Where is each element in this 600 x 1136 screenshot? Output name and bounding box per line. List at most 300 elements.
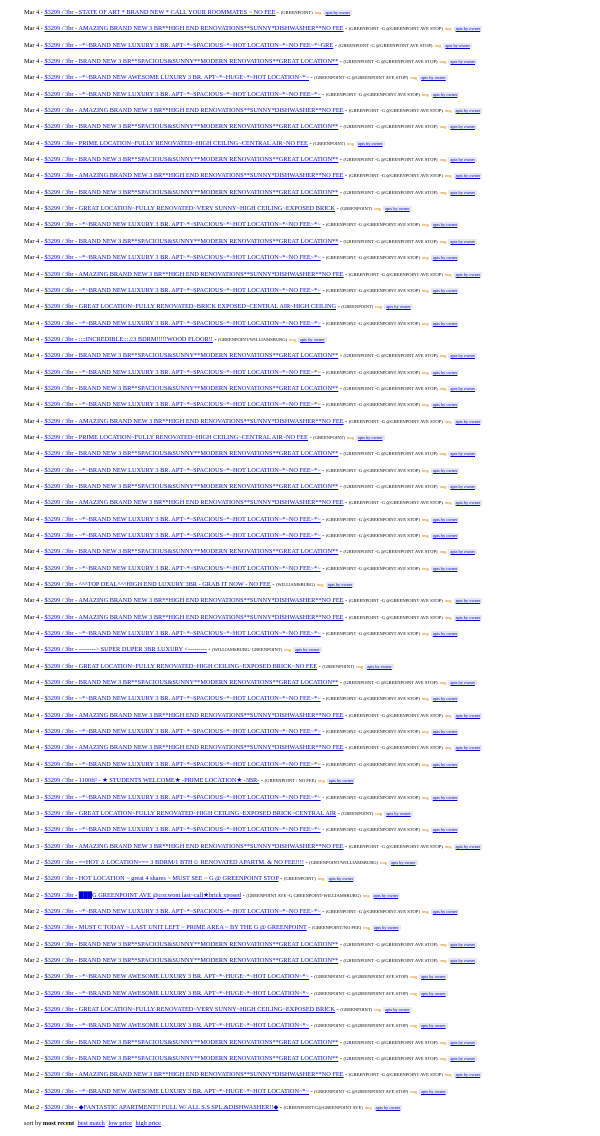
listing-img-indicator: img: [421, 255, 429, 261]
listing-category-tag[interactable]: apts by owner: [327, 582, 353, 588]
listing-neighborhood: (GREENPOINT -G @GREENPOINT AVE STOP): [343, 957, 438, 963]
listing-img-indicator: img: [439, 451, 447, 457]
listing-title-link[interactable]: $3299 / 3br - BRAND NEW 3 BR**SPACIOUS&SUNNY**MODERN RENOVATIONS**GREAT LOCATION**: [44, 1038, 339, 1046]
listing-separator: -: [343, 499, 349, 507]
listing-separator: -: [39, 466, 45, 474]
listing-category-tag[interactable]: apts by owner: [432, 369, 458, 375]
listing-row: [24, 675, 594, 691]
listing-category-tag[interactable]: apts by owner: [385, 206, 410, 212]
listing-separator: -: [39, 940, 45, 948]
listing-img-indicator: img: [439, 957, 447, 963]
listing-title-link[interactable]: $3299 / 3br - GREAT LOCATION~FULLY RENOVATED~VERY SUNNY~HIGH CEILING~EXPOSED BRICK: [44, 205, 336, 213]
listing-category-tag[interactable]: apts by owner: [450, 549, 476, 555]
listing-separator: -: [39, 1087, 45, 1095]
listing-neighborhood: (GREENPOINT): [280, 10, 313, 15]
listing-neighborhood: (GREENPOINT/WILLIAMSBURG): [309, 859, 379, 865]
listing-title-link[interactable]: $3299 / 3br - ~*~BRAND NEW LUXURY 3 BR. APT~*~SPACIOUS~*~HOT LOCATION~*~NO FEE~*~: [44, 793, 321, 801]
listing-title-link[interactable]: $3299 / 3br - ::::INCREDIBLE:::♫3 BDRM!!!!!WOOD FLOOR!!: [44, 335, 213, 343]
listing-row: [24, 740, 594, 756]
listing-category-tag[interactable]: apts by owner: [432, 255, 458, 261]
listing-separator: -: [39, 368, 45, 376]
listing-title-link[interactable]: $3299 / 3br - BRAND NEW 3 BR**SPACIOUS&SUNNY**MODERN RENOVATIONS**GREAT LOCATION**: [44, 450, 339, 458]
listing-separator: -: [39, 695, 45, 703]
listing-row: [24, 267, 594, 283]
listing-title-link[interactable]: $3299 / 3br - MUST C TODAY ~ LAST UNIT LEFT ~ PRIME AREA ~ BY THE G @ GREENPOINT: [44, 924, 307, 932]
listing-img-indicator: img: [439, 385, 447, 391]
listing-date: Mar 4: [24, 303, 40, 311]
listing-neighborhood: (GREENPOINT -G @GREENPOINT AVE STOP): [348, 843, 443, 849]
listing-title-link[interactable]: $3299 / 3br - ~*~BRAND NEW LUXURY 3 BR. APT~*~SPACIOUS~*~HOT LOCATION~*~NO FEE~*~: [44, 630, 321, 638]
listing-title-link[interactable]: $3299 / 3br - ~*~BRAND NEW AWESOME LUXURY 3 BR. APT~*~HUGE~*~HOT LOCATION~*~: [44, 989, 309, 997]
listing-title-link[interactable]: $3299 / 3br - ~*~BRAND NEW LUXURY 3 BR. APT~*~SPACIOUS~*~HOT LOCATION~*~NO FEE~*~: [44, 532, 321, 539]
listing-separator: -: [39, 254, 45, 262]
listing-title-link[interactable]: $3299 / 3br - STATE OF ART * BRAND NEW * CALL YOUR ROOMMATES ~ NO FEE: [44, 9, 276, 16]
listing-category-tag[interactable]: apts by owner: [432, 631, 458, 637]
listing-neighborhood: (GREENPOINT -G @GREENPOINT AVE STOP): [348, 614, 443, 620]
listing-category-tag[interactable]: apts by owner: [432, 287, 458, 293]
listing-neighborhood: (GREENPOINT -G @GREENPOINT AVE STOP): [348, 418, 443, 424]
listing-date: Mar 2: [24, 1104, 40, 1112]
listing-title-link[interactable]: $3299 / 3br - ~*~BRAND NEW LUXURY 3 BR. APT~*~SPACIOUS~*~HOT LOCATION~*~NO FEE~*~: [44, 826, 321, 834]
listing-separator: -: [320, 254, 326, 262]
listing-date: Mar 3: [24, 842, 40, 850]
listing-title-link[interactable]: $3299 / 3br - HOT LOCATION ~ great 4 shares ~ MUST SEE ~ G @ GREENPOINT STOP: [44, 875, 279, 883]
listing-category-tag[interactable]: apts by owner: [455, 745, 481, 751]
listing-separator: -: [39, 613, 45, 621]
listing-separator: -: [212, 335, 219, 343]
listing-title-link[interactable]: $3299 / 3br - ~*~BRAND NEW LUXURY 3 BR. APT~*~SPACIOUS~*~HOT LOCATION~*~NO FEE~*~: [44, 254, 321, 262]
listing-neighborhood: (GREENPOINT -G @GREENPOINT AVE STOP): [325, 794, 420, 800]
listing-title-link[interactable]: $3299 / 3br - ~*~BRAND NEW AWESOME LUXURY 3 BR. APT~*~HUGE~*~HOT LOCATION~*~: [44, 1087, 309, 1095]
listing-date: Mar 4: [24, 254, 40, 262]
listing-title-link[interactable]: $3299 / 3br - ~*~BRAND NEW LUXURY 3 BR. APT~*~SPACIOUS~*~HOT LOCATION~*~NO FEE~*~GRE: [44, 41, 334, 49]
listing-title-link[interactable]: $3299 / 3br - ~*~BRAND NEW LUXURY 3 BR. APT~*~SPACIOUS~*~HOT LOCATION~*~NO FEE~*~: [44, 286, 321, 294]
listing-separator: -: [335, 1005, 341, 1013]
listing-row: [24, 201, 594, 217]
listing-date: Mar 2: [24, 1087, 40, 1095]
listing-title-link[interactable]: $3299 / 3br - BRAND NEW 3 BR**SPACIOUS&SUNNY**MODERN RENOVATIONS**GREAT LOCATION**: [44, 956, 339, 964]
listing-row: [24, 593, 594, 609]
listing-row: [24, 168, 594, 184]
listing-separator: -: [39, 417, 45, 425]
listing-category-tag[interactable]: apts by owner: [373, 925, 399, 931]
listing-neighborhood: (GREENPOINT/WILLIAMSBURG): [218, 336, 288, 342]
listing-neighborhood: (GREENPOINT -G @GREENPOINT AVE STOP): [325, 320, 420, 326]
listing-category-tag[interactable]: apts by owner: [432, 794, 458, 800]
listing-separator: -: [308, 74, 315, 82]
listing-date: Mar 4: [24, 482, 40, 490]
listing-category-tag[interactable]: apts by owner: [325, 10, 351, 15]
listing-title-link[interactable]: $3299 / 3br - ~*~BRAND NEW LUXURY 3 BR. APT~*~SPACIOUS~*~HOT LOCATION~*~NO FEE~*~: [44, 466, 321, 474]
listing-img-indicator: img: [289, 336, 296, 342]
listing-neighborhood: (GREENPOINT -G @GREENPOINT AVE STOP): [314, 974, 409, 980]
listing-title-link[interactable]: $3299 / 3br - ~*~BRAND NEW LUXURY 3 BR. APT~*~SPACIOUS~*~HOT LOCATION~*~NO FEE~*~: [44, 515, 321, 523]
listing-date: Mar 4: [24, 548, 40, 556]
listing-category-tag[interactable]: apts by owner: [328, 778, 354, 784]
listing-title-link[interactable]: $3299 / 3br - BRAND NEW 3 BR**SPACIOUS&SUNNY**MODERN RENOVATIONS**GREAT LOCATION**: [44, 188, 339, 196]
listing-neighborhood: (GREENPOINT -G @GREENPOINT AVE STOP): [325, 729, 420, 735]
listing-title-link[interactable]: $3299 / 3br - BRAND NEW 3 BR**SPACIOUS&SUNNY**MODERN RENOVATIONS**GREAT LOCATION**: [44, 58, 339, 66]
listing-category-tag[interactable]: apts by owner: [432, 761, 458, 767]
listing-title-link[interactable]: $3299 / 3br - BRAND NEW 3 BR**SPACIOUS&SUNNY**MODERN RENOVATIONS**GREAT LOCATION**: [44, 940, 339, 948]
listing-separator: -: [39, 532, 45, 539]
listing-title-link[interactable]: $3299 / 3br - BRAND NEW 3 BR**SPACIOUS&SUNNY**MODERN RENOVATIONS**GREAT LOCATION**: [44, 237, 339, 245]
listing-row: [24, 250, 594, 266]
listing-title-link[interactable]: $3299 / 3br - AMAZING BRAND NEW 3 BR**HIGH END RENOVATIONS**SUNNY*DISHWASHER**NO FEE: [44, 597, 344, 605]
listing-category-tag[interactable]: apts by owner: [450, 957, 476, 963]
listing-img-indicator: img: [439, 483, 447, 489]
listing-title-link[interactable]: $3299 / 3br - BRAND NEW 3 BR**SPACIOUS&SUNNY**MODERN RENOVATIONS**GREAT LOCATION**: [44, 548, 339, 556]
listing-title-link[interactable]: $3299 / 3br - GREAT LOCATION~FULLY RENOVATED~BRICK EXPOSED~CENTRAL AIR~HIGH CEILING: [44, 303, 337, 311]
listing-category-tag[interactable]: apts by owner: [386, 810, 411, 816]
listing-category-tag[interactable]: apts by owner: [450, 483, 476, 489]
listing-neighborhood: (GREENPOINT): [341, 810, 374, 816]
listing-category-tag[interactable]: apts by owner: [455, 712, 481, 718]
listing-title-link[interactable]: $3299 / 3br - BRAND NEW 3 BR**SPACIOUS&SUNNY**MODERN RENOVATIONS**GREAT LOCATION**: [44, 123, 339, 131]
listing-date: Mar 4: [24, 466, 40, 474]
sort-best-match-link[interactable]: best match: [77, 1120, 105, 1127]
listing-category-tag[interactable]: apts by owner: [445, 42, 470, 48]
listing-category-tag[interactable]: apts by owner: [432, 222, 458, 228]
listing-separator: -: [39, 630, 45, 638]
listing-title-link[interactable]: $3299 / 3br - ███G GREENPOINT AVE @cor.wont last~call★brick xposed: [44, 891, 242, 899]
listing-separator: -: [343, 597, 349, 605]
listing-category-tag[interactable]: apts by owner: [294, 647, 320, 653]
listing-category-tag[interactable]: apts by owner: [450, 1056, 476, 1061]
listing-title-link[interactable]: $3299 / 3br - 1100ft² - ★ STUDENTS WELCOME★ -PRIME LOCATION★ -3BR-: [44, 777, 260, 785]
listing-category-tag[interactable]: apts by owner: [450, 680, 476, 686]
listing-category-tag[interactable]: apts by owner: [455, 1072, 481, 1078]
listing-category-tag[interactable]: apts by owner: [450, 157, 476, 163]
listing-category-tag[interactable]: apts by owner: [390, 859, 416, 865]
listing-separator: -: [39, 548, 45, 556]
listing-separator: -: [338, 1038, 344, 1046]
listing-title-link[interactable]: $3299 / 3br - ~*~BRAND NEW LUXURY 3 BR. APT~*~SPACIOUS~*~HOT LOCATION~*~NO FEE~*~: [44, 221, 321, 229]
listing-category-tag[interactable]: apts by owner: [450, 385, 476, 391]
listing-title-link[interactable]: $3299 / 3br - AMAZING BRAND NEW 3 BR**HIGH END RENOVATIONS**SUNNY*DISHWASHER**NO FEE: [44, 499, 344, 507]
listing-img-indicator: img: [317, 876, 325, 882]
listing-separator: -: [39, 679, 45, 687]
listing-title-link[interactable]: $3299 / 3br - ==HOT ♫ LOCATION=== 3 BDRM/1 BTH☺ RENOVATED APARTM. & NO FEE!!!!: [44, 858, 304, 866]
listing-category-tag[interactable]: apts by owner: [455, 614, 481, 620]
listing-category-tag[interactable]: apts by owner: [421, 974, 446, 980]
listing-separator: -: [320, 630, 326, 638]
listing-title-link[interactable]: $3299 / 3br - ◆FANTASTIC APARTMENT!! FULL W/ ALL S.S SPL.&DISHWASHER!!◆: [44, 1104, 279, 1112]
listing-img-indicator: img: [434, 42, 442, 48]
listing-category-tag[interactable]: apts by owner: [421, 1023, 446, 1029]
listing-separator: -: [39, 188, 45, 196]
listing-neighborhood: (GREENPOINT -G @GREENPOINT AVE STOP): [348, 712, 443, 718]
listing-date: Mar 4: [24, 90, 40, 98]
listing-date: Mar 4: [24, 679, 40, 687]
listing-title-link[interactable]: $3299 / 3br - ~*~BRAND NEW LUXURY 3 BR. APT~*~SPACIOUS~*~HOT LOCATION~*~NO FEE~*~: [44, 728, 321, 736]
listing-separator: -: [259, 777, 265, 785]
listing-date: Mar 4: [24, 74, 40, 82]
listing-title-link[interactable]: $3299 / 3br - AMAZING BRAND NEW 3 BR**HIGH END RENOVATIONS**SUNNY*DISHWASHER**NO FEE: [44, 711, 344, 719]
listing-separator: -: [320, 90, 326, 98]
listing-title-link[interactable]: $3299 / 3br - ~*~BRAND NEW LUXURY 3 BR. APT~*~SPACIOUS~*~HOT LOCATION~*~NO FEE~*~: [44, 695, 321, 703]
listing-separator: -: [39, 1005, 45, 1013]
listing-separator: -: [320, 466, 326, 474]
listing-separator: -: [39, 777, 45, 785]
listing-separator: -: [320, 286, 326, 294]
listing-date: Mar 4: [24, 662, 40, 670]
listing-title-link[interactable]: $3299 / 3br - GREAT LOCATION~FULLY RENOVATED~HIGH CEILING~EXPOSED BRICK~CENTRAL AIR: [44, 809, 337, 817]
listing-title-link[interactable]: $3299 / 3br - ~*~BRAND NEW AWESOME LUXURY 3 BR. APT~*~HUGE~*~HOT LOCATION~*~: [44, 973, 309, 981]
listing-title-link[interactable]: $3299 / 3br - PRIME LOCATION~FULLY RENOVATED~HIGH CEILING~CENTRAL AIR~NO FEE: [44, 433, 308, 441]
listing-separator: -: [308, 1087, 315, 1095]
listing-separator: -: [39, 25, 45, 33]
listing-category-tag[interactable]: apts by owner: [455, 26, 481, 32]
listing-separator: -: [39, 401, 45, 409]
listing-category-tag[interactable]: apts by owner: [455, 271, 481, 277]
listing-row: [24, 365, 594, 381]
listing-img-indicator: img: [444, 500, 452, 506]
listing-date: Mar 4: [24, 58, 40, 66]
listing-category-tag[interactable]: apts by owner: [455, 598, 481, 604]
listing-neighborhood: (GREENPOINT/NO FEE): [311, 925, 362, 931]
listing-neighborhood: (GREENPOINT -G @GREENPOINT AVE STOP): [314, 990, 409, 996]
listing-title-link[interactable]: $3299 / 3br - ~*~BRAND NEW LUXURY 3 BR. APT~*~SPACIOUS~*~HOT LOCATION~*~NO FEE~*~: [44, 90, 321, 98]
listing-separator: -: [320, 532, 326, 539]
listing-separator: -: [39, 499, 45, 507]
listing-separator: -: [39, 858, 45, 866]
listing-category-tag[interactable]: apts by owner: [450, 189, 476, 195]
listing-date: Mar 4: [24, 286, 40, 294]
listing-title-link[interactable]: $3299 / 3br - BRAND NEW 3 BR**SPACIOUS&SUNNY**MODERN RENOVATIONS**GREAT LOCATION**: [44, 482, 339, 490]
listing-date: Mar 4: [24, 450, 40, 458]
listing-category-tag[interactable]: apts by owner: [450, 353, 476, 359]
listing-title-link[interactable]: $3299 / 3br - ~*~BRAND NEW LUXURY 3 BR. APT~*~SPACIOUS~*~HOT LOCATION~*~NO FEE~*~: [44, 760, 321, 768]
listing-img-indicator: img: [364, 1105, 372, 1111]
listing-title-link[interactable]: $3299 / 3br - GREAT LOCATION~FULLY RENOVATED~VERY SUNNY~HIGH CEILING~EXPOSED BRICK: [44, 1005, 336, 1013]
listing-row: [24, 21, 594, 37]
listing-separator: -: [39, 891, 45, 899]
listing-category-tag[interactable]: apts by owner: [328, 876, 354, 882]
listing-separator: -: [320, 319, 326, 327]
listing-category-tag[interactable]: apts by owner: [455, 108, 481, 114]
listing-neighborhood: (GREENPOINT -G @GREENPOINT AVE STOP): [348, 745, 443, 751]
listing-separator: -: [343, 744, 349, 752]
listing-img-indicator: img: [421, 287, 429, 293]
listing-category-tag[interactable]: apts by owner: [385, 1006, 410, 1012]
listing-neighborhood: (GREENPOINT -G @GREENPOINT AVE STOP): [325, 908, 420, 914]
listing-title-link[interactable]: $3299 / 3br - AMAZING BRAND NEW 3 BR**HIGH END RENOVATIONS**SUNNY*DISHWASHER**NO FEE: [44, 1071, 344, 1079]
listing-date: Mar 4: [24, 744, 40, 752]
listing-separator: -: [317, 662, 323, 670]
listing-separator: -: [307, 139, 314, 147]
listing-category-tag[interactable]: apts by owner: [450, 124, 476, 130]
listing-neighborhood: (GREENPOINT -G @GREENPOINT AVE STOP): [325, 516, 420, 522]
listing-row: [24, 969, 594, 985]
listing-title-link[interactable]: $3299 / 3br - BRAND NEW 3 BR**SPACIOUS&SUNNY**MODERN RENOVATIONS**GREAT LOCATION**: [44, 352, 339, 360]
listing-title-link[interactable]: $3299 / 3br - --------> SUPER DUPER 3BR LUXURY <---------: [44, 646, 207, 654]
listing-separator: -: [39, 74, 45, 82]
listing-title-link[interactable]: $3299 / 3br - ~*~BRAND NEW AWESOME LUXURY 3 BR. APT~*~HUGE~*~HOT LOCATION~*~: [44, 1022, 309, 1030]
sort-low-price-link[interactable]: low price: [108, 1120, 132, 1127]
listing-img-indicator: img: [410, 990, 418, 996]
listing-category-tag[interactable]: apts by owner: [450, 451, 476, 457]
listing-img-indicator: img: [421, 761, 429, 767]
listing-separator: -: [39, 303, 45, 311]
listing-title-link[interactable]: $3299 / 3br - AMAZING BRAND NEW 3 BR**HIGH END RENOVATIONS**SUNNY*DISHWASHER**NO FEE: [44, 613, 344, 621]
listing-separator: -: [333, 41, 339, 49]
listing-row: [24, 561, 594, 577]
listing-date: Mar 4: [24, 139, 40, 147]
sort-high-price-link[interactable]: high price: [135, 1120, 161, 1127]
listing-category-tag[interactable]: apts by owner: [432, 696, 458, 702]
listing-category-tag[interactable]: apts by owner: [450, 941, 476, 947]
listing-category-tag[interactable]: apts by owner: [432, 729, 458, 735]
listing-title-link[interactable]: $3299 / 3br - PRIME LOCATION~FULLY RENOVATED~HIGH CEILING~CENTRAL AIR~NO FEE: [44, 139, 308, 147]
listing-row: [24, 871, 594, 887]
listing-separator: -: [320, 221, 326, 229]
listing-category-tag[interactable]: apts by owner: [432, 533, 458, 538]
listing-separator: -: [338, 384, 344, 392]
listing-title-link[interactable]: $3299 / 3br - ~*~BRAND NEW LUXURY 3 BR. APT~*~SPACIOUS~*~HOT LOCATION~*~NO FEE~*~: [44, 368, 321, 376]
listing-separator: -: [39, 1038, 45, 1046]
listing-title-link[interactable]: $3299 / 3br - BRAND NEW 3 BR**SPACIOUS&SUNNY**MODERN RENOVATIONS**GREAT LOCATION**: [44, 1055, 339, 1062]
listing-img-indicator: img: [421, 320, 429, 326]
listing-separator: -: [39, 564, 45, 572]
listing-title-link[interactable]: $3299 / 3br - AMAZING BRAND NEW 3 BR**HIGH END RENOVATIONS**SUNNY*DISHWASHER**NO FEE: [44, 25, 344, 33]
listing-date: Mar 2: [24, 1022, 40, 1030]
listing-separator: -: [278, 875, 284, 883]
listing-title-link[interactable]: $3299 / 3br - ~*~BRAND NEW AWESOME LUXURY 3 BR. APT~*~HUGE~*~HOT LOCATION~*~: [44, 74, 309, 82]
listing-img-indicator: img: [375, 810, 383, 816]
listing-category-tag[interactable]: apts by owner: [357, 140, 383, 146]
listing-title-link[interactable]: $3299 / 3br - ~*~BRAND NEW LUXURY 3 BR. APT~*~SPACIOUS~*~HOT LOCATION~*~NO FEE~*~: [44, 564, 321, 572]
listing-title-link[interactable]: $3299 / 3br - AMAZING BRAND NEW 3 BR**HIGH END RENOVATIONS**SUNNY*DISHWASHER**NO FEE: [44, 107, 344, 115]
listing-title-link[interactable]: $3299 / 3br - AMAZING BRAND NEW 3 BR**HIGH END RENOVATIONS**SUNNY*DISHWASHER**NO FEE: [44, 842, 344, 850]
listing-separator: -: [343, 613, 349, 621]
listing-date: Mar 2: [24, 1038, 40, 1046]
listing-separator: -: [39, 711, 45, 719]
listing-img-indicator: img: [421, 402, 429, 408]
listing-category-tag[interactable]: apts by owner: [432, 827, 458, 833]
listing-category-tag[interactable]: apts by owner: [450, 59, 476, 65]
listing-category-tag[interactable]: apts by owner: [386, 304, 411, 310]
listing-neighborhood: (GREENPOINT -G @GREENPOINT AVE STOP): [348, 26, 443, 32]
listing-neighborhood: (GREENPOINT): [340, 206, 373, 212]
sort-most-recent-active: most recent: [42, 1120, 75, 1127]
listing-category-tag[interactable]: apts by owner: [432, 91, 458, 97]
listing-date: Mar 2: [24, 1071, 40, 1079]
listing-category-tag[interactable]: apts by owner: [432, 402, 458, 408]
listing-category-tag[interactable]: apts by owner: [421, 1088, 446, 1094]
listing-title-link[interactable]: $3299 / 3br - AMAZING BRAND NEW 3 BR**HIGH END RENOVATIONS**SUNNY*DISHWASHER**NO FEE: [44, 172, 344, 180]
listing-separator: -: [39, 156, 45, 164]
listing-category-tag[interactable]: apts by owner: [455, 843, 481, 849]
listing-category-tag[interactable]: apts by owner: [432, 467, 458, 473]
listing-row: [24, 528, 594, 544]
listing-title-link[interactable]: $3299 / 3br - BRAND NEW 3 BR**SPACIOUS&SUNNY**MODERN RENOVATIONS**GREAT LOCATION**: [44, 156, 339, 164]
listing-title-link[interactable]: $3299 / 3br - ~*~BRAND NEW LUXURY 3 BR. APT~*~SPACIOUS~*~HOT LOCATION~*~NO FEE~*~: [44, 907, 321, 915]
listing-title-link[interactable]: $3299 / 3br - AMAZING BRAND NEW 3 BR**HIGH END RENOVATIONS**SUNNY*DISHWASHER**NO FEE: [44, 270, 344, 278]
listing-separator: -: [39, 41, 45, 49]
listing-date: Mar 3: [24, 793, 40, 801]
listing-separator: -: [39, 989, 45, 997]
listing-date: Mar 4: [24, 156, 40, 164]
listing-row: [24, 855, 594, 871]
listing-neighborhood: (GREENPOINT -G @GREENPOINT AVE STOP): [325, 533, 420, 538]
listing-img-indicator: img: [421, 565, 429, 571]
listing-neighborhood: (GREENPOINT -G @GREENPOINT AVE STOP): [343, 157, 438, 163]
listing-date: Mar 3: [24, 809, 40, 817]
listing-date: Mar 4: [24, 25, 40, 33]
listing-category-tag[interactable]: apts by owner: [375, 1105, 401, 1111]
listing-neighborhood: (GREENPOINT): [341, 304, 374, 310]
listing-img-indicator: img: [421, 827, 429, 833]
listing-category-tag[interactable]: apts by owner: [421, 990, 446, 996]
listing-separator: -: [338, 482, 344, 490]
listing-date: Mar 4: [24, 646, 40, 654]
listing-title-link[interactable]: $3299 / 3br - ~*~BRAND NEW LUXURY 3 BR. APT~*~SPACIOUS~*~HOT LOCATION~*~NO FEE~*~: [44, 401, 321, 409]
listing-neighborhood: (GREENPOINT -G @GREENPOINT AVE STOP): [343, 385, 438, 391]
listing-separator: -: [338, 956, 344, 964]
listing-neighborhood: (GREENPOINT): [340, 1006, 373, 1012]
listing-img-indicator: img: [314, 10, 322, 15]
listing-category-tag[interactable]: apts by owner: [432, 908, 458, 914]
listing-row: [24, 839, 594, 855]
listing-title-link[interactable]: $3299 / 3br - BRAND NEW 3 BR**SPACIOUS&SUNNY**MODERN RENOVATIONS**GREAT LOCATION**: [44, 679, 339, 687]
listing-category-tag[interactable]: apts by owner: [455, 173, 481, 179]
listing-separator: -: [308, 1022, 315, 1030]
listing-category-tag[interactable]: apts by owner: [432, 565, 458, 571]
listing-category-tag[interactable]: apts by owner: [367, 663, 392, 669]
listing-img-indicator: img: [363, 925, 370, 931]
listing-title-link[interactable]: $3299 / 3br - ^^^TOP DEAL^^^HIGH END LUXURY 3BR - GRAB IT NOW - NO FEE: [44, 581, 271, 589]
listing-date: Mar 4: [24, 581, 40, 589]
listing-category-tag[interactable]: apts by owner: [455, 500, 481, 506]
listing-title-link[interactable]: $3299 / 3br - AMAZING BRAND NEW 3 BR**HIGH END RENOVATIONS**SUNNY*DISHWASHER**NO FEE: [44, 744, 344, 752]
listing-date: Mar 4: [24, 123, 40, 131]
listing-title-link[interactable]: $3299 / 3br - ~*~BRAND NEW LUXURY 3 BR. APT~*~SPACIOUS~*~HOT LOCATION~*~NO FEE~*~: [44, 319, 321, 327]
listing-neighborhood: (GREENPOINT -G @GREENPOINT AVE STOP): [325, 827, 420, 833]
listing-neighborhood: (GREENPOINT -G @GREENPOINT AVE STOP): [325, 565, 420, 571]
listing-date: Mar 4: [24, 172, 40, 180]
listing-category-tag[interactable]: apts by owner: [357, 434, 383, 440]
listing-separator: -: [39, 842, 45, 850]
listing-category-tag[interactable]: apts by owner: [450, 238, 476, 244]
listing-neighborhood: (GREENPOINT -G @GREENPOINT AVE STOP): [314, 1088, 409, 1094]
listing-separator: -: [338, 352, 344, 360]
sort-bar: [24, 1119, 161, 1129]
listing-neighborhood: (GREENPOINT -G @GREENPOINT AVE STOP): [325, 255, 420, 261]
listing-img-indicator: img: [439, 549, 447, 555]
listing-separator: -: [39, 728, 45, 736]
listing-separator: -: [270, 581, 276, 589]
listing-img-indicator: img: [439, 189, 447, 195]
listing-category-tag[interactable]: apts by owner: [299, 336, 325, 342]
listing-img-indicator: img: [439, 680, 447, 686]
listing-category-tag[interactable]: apts by owner: [450, 1039, 476, 1045]
listing-category-tag[interactable]: apts by owner: [421, 75, 446, 81]
listing-category-tag[interactable]: apts by owner: [432, 516, 458, 522]
listing-title-link[interactable]: $3299 / 3br - BRAND NEW 3 BR**SPACIOUS&SUNNY**MODERN RENOVATIONS**GREAT LOCATION**: [44, 384, 339, 392]
listing-date: Mar 4: [24, 499, 40, 507]
listing-separator: -: [39, 1071, 45, 1079]
listing-title-link[interactable]: $3299 / 3br - GREAT LOCATION~FULLY RENOVATED~HIGH CEILING~EXPOSED BRICK~NO FEE: [44, 662, 318, 670]
listing-title-link[interactable]: $3299 / 3br - AMAZING BRAND NEW 3 BR**HIGH END RENOVATIONS**SUNNY*DISHWASHER**NO FEE: [44, 417, 344, 425]
listing-category-tag[interactable]: apts by owner: [455, 418, 481, 424]
listing-category-tag[interactable]: apts by owner: [373, 892, 399, 898]
listing-row: [24, 54, 594, 70]
listing-separator: -: [39, 450, 45, 458]
listing-separator: -: [343, 107, 349, 115]
listing-category-tag[interactable]: apts by owner: [432, 320, 458, 326]
listing-neighborhood: (GREENPOINT -G @GREENPOINT AVE STOP): [343, 483, 438, 489]
